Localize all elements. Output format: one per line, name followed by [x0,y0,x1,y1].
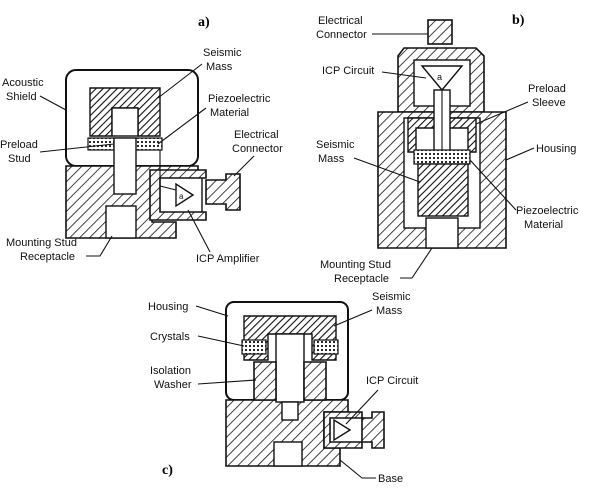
label-acoustic-shield-2: Shield [6,91,37,103]
panel-label-c: c) [162,463,173,478]
label-base-c: Base [378,473,404,485]
label-piezo-a-2: Material [210,107,250,119]
leader-mount-a [86,236,112,256]
icp-triangle-mark-b: a [437,72,443,82]
leader-base-c [340,460,376,478]
leader-crystals [198,336,244,346]
crystal-left-c [242,340,266,354]
label-mount-a-2: Receptacle [20,251,76,263]
label-piezo-b-1: Piezoelectric [516,205,579,217]
label-acoustic-shield-1: Acoustic [2,77,44,89]
label-seismic-mass-b-1: Seismic [316,139,355,151]
label-icp-circuit-c: ICP Circuit [366,375,419,387]
seismic-mass-b [418,164,468,216]
leader-housing-c [196,306,228,316]
label-mount-a-1: Mounting Stud [6,237,77,249]
label-elec-conn-b-2: Connector [316,29,367,41]
connector-c [362,412,384,448]
label-preload-sleeve-1: Preload [528,83,566,95]
piezo-material-b [414,150,470,164]
mounting-receptacle-c [274,442,302,466]
label-housing-b: Housing [536,143,577,155]
stud-head-a [112,108,138,136]
diagram-b [316,13,579,285]
leader-elec-conn-a [234,156,254,176]
label-piezo-b-2: Material [524,219,564,231]
label-seismic-mass-b-2: Mass [318,153,345,165]
isolation-post-right-c [304,362,326,400]
label-seismic-mass-a-1: Seismic [203,47,242,59]
panel-label-a: a) [198,15,210,30]
label-isolation-2: Washer [154,379,192,391]
diagram-a [0,15,283,265]
label-seismic-mass-a-2: Mass [206,61,233,73]
mounting-receptacle-a [106,206,136,238]
connector-a [206,174,240,210]
label-elec-conn-a-2: Connector [232,143,283,155]
mounting-receptacle-b [426,218,458,248]
label-preload-stud-2: Stud [8,153,31,165]
leader-acoustic-shield [40,96,66,110]
label-elec-conn-a-1: Electrical [234,129,279,141]
isolation-post-left-c [254,362,276,400]
label-preload-sleeve-2: Sleeve [532,97,566,109]
label-seismic-mass-c-1: Seismic [372,291,411,303]
label-isolation-1: Isolation [150,365,191,377]
stud-thread-c [282,402,298,420]
icp-triangle-mark-a: a [179,192,184,201]
leader-housing-b [506,148,534,160]
label-housing-c: Housing [148,301,189,313]
connector-b [428,20,452,44]
label-mount-b-1: Mounting Stud [320,259,391,271]
label-piezo-a-1: Piezoelectric [208,93,271,105]
preload-stud-a [114,138,136,194]
label-mount-b-2: Receptacle [334,273,390,285]
label-preload-stud-1: Preload [0,139,38,151]
label-crystals: Crystals [150,331,190,343]
label-icp-amplifier: ICP Amplifier [196,253,260,265]
center-stud-c [276,334,304,402]
label-elec-conn-b-1: Electrical [318,15,363,27]
diagram-c [148,291,418,485]
label-seismic-mass-c-2: Mass [376,305,403,317]
leader-seismic-mass-c [334,310,372,326]
panel-label-b: b) [512,13,525,28]
leader-mount-b [400,248,432,278]
label-icp-circuit-b: ICP Circuit [322,65,375,77]
crystal-right-c [314,340,338,354]
